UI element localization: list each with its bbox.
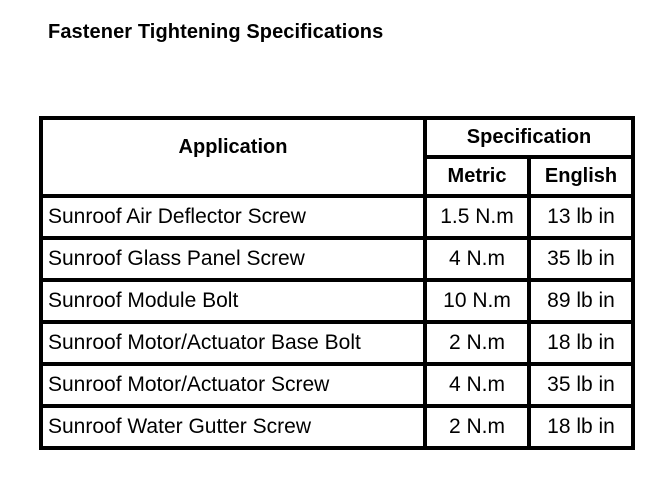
metric-cell: 4 N.m	[425, 364, 529, 406]
page-title: Fastener Tightening Specifications	[48, 21, 384, 43]
table-row	[41, 238, 633, 280]
table-row	[41, 406, 633, 448]
english-cell: 35 lb in	[529, 364, 633, 406]
table-row	[41, 364, 633, 406]
english-cell: 13 lb in	[529, 196, 633, 238]
table-row	[41, 280, 633, 322]
application-cell: Sunroof Motor/Actuator Base Bolt	[41, 322, 425, 364]
english-cell: 89 lb in	[529, 280, 633, 322]
specification-header: Specification	[425, 118, 633, 157]
application-cell: Sunroof Motor/Actuator Screw	[41, 364, 425, 406]
english-cell: 35 lb in	[529, 238, 633, 280]
english-cell: 18 lb in	[529, 322, 633, 364]
table-row	[41, 322, 633, 364]
header-row	[41, 118, 633, 157]
application-cell: Sunroof Air Deflector Screw	[41, 196, 425, 238]
metric-cell: 4 N.m	[425, 238, 529, 280]
english-cell: 18 lb in	[529, 406, 633, 448]
fastener-spec-table	[39, 116, 635, 450]
metric-cell: 1.5 N.m	[425, 196, 529, 238]
metric-header: Metric	[425, 157, 529, 196]
table-row	[41, 196, 633, 238]
metric-cell: 2 N.m	[425, 322, 529, 364]
metric-cell: 10 N.m	[425, 280, 529, 322]
application-header: Application	[41, 118, 425, 196]
english-header: English	[529, 157, 633, 196]
application-cell: Sunroof Glass Panel Screw	[41, 238, 425, 280]
application-cell: Sunroof Module Bolt	[41, 280, 425, 322]
metric-cell: 2 N.m	[425, 406, 529, 448]
application-cell: Sunroof Water Gutter Screw	[41, 406, 425, 448]
